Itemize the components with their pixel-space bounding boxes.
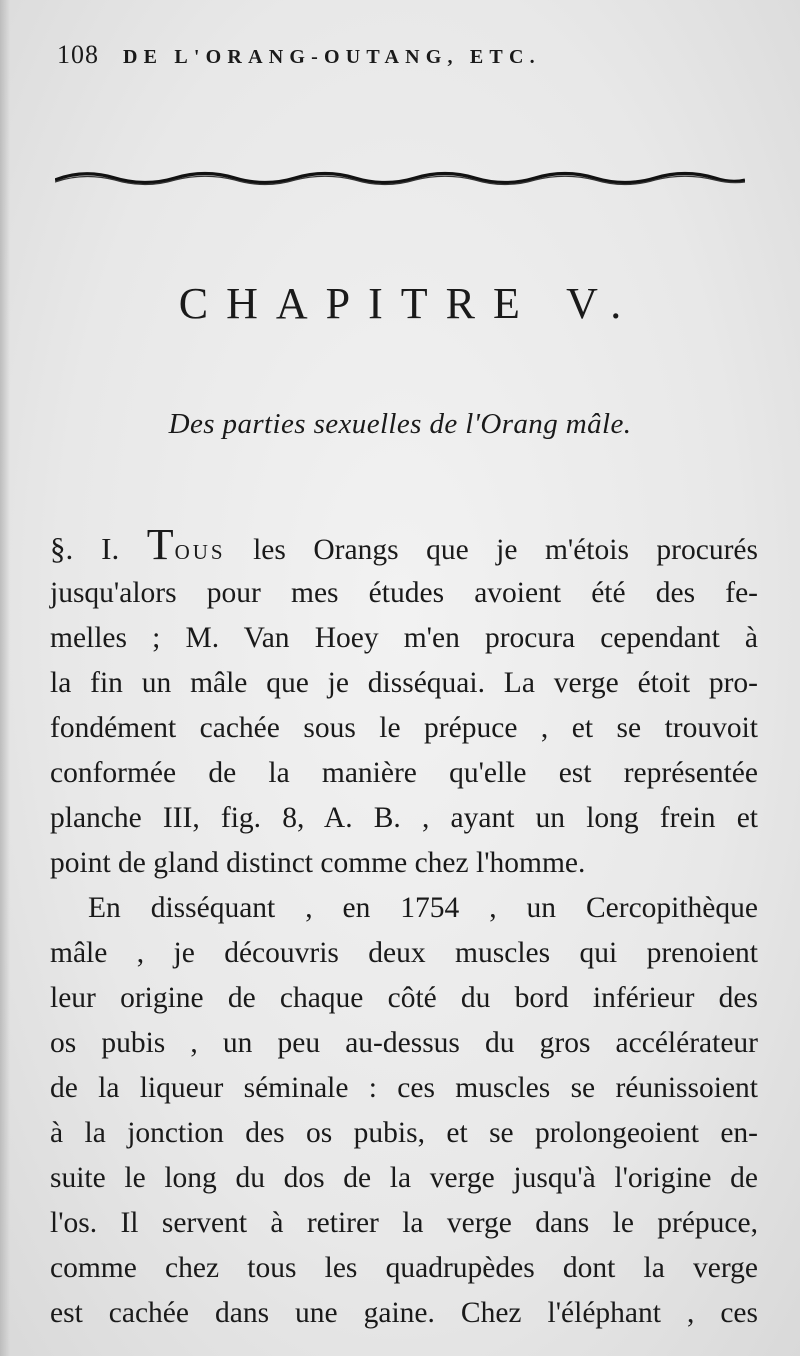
paragraph-1	[50, 520, 758, 886]
page-number: 108	[57, 40, 99, 69]
text-line: melles ; M. Van Hoey m'en procura cependant à	[50, 622, 758, 654]
line-text: les Orangs que je m'étois procurés	[253, 534, 758, 566]
text-line: à la jonction des os pubis, et se prolongeoient en-	[50, 1117, 758, 1149]
text-line: suite le long du dos de la verge jusqu'à l'origine de	[50, 1162, 758, 1194]
text-line	[50, 520, 758, 571]
text-line: de la liqueur séminale : ces muscles se réunissoient	[50, 1072, 758, 1104]
running-title: DE L'ORANG-OUTANG, ETC.	[123, 46, 541, 68]
text-line: En disséquant , en 1754 , un Cercopithèque	[88, 892, 758, 924]
text-line: point de gland distinct comme chez l'homme.	[50, 847, 586, 879]
smallcaps-word: ous	[174, 534, 226, 566]
chapter-subtitle: Des parties sexuelles de l'Orang mâle.	[168, 408, 632, 440]
text-line: est cachée dans une gaine. Chez l'éléphant , ces	[50, 1297, 758, 1329]
text-line: planche III, fig. 8, A. B. , ayant un long frein et	[50, 802, 758, 834]
chapter-title: CHAPITRE V.	[178, 279, 640, 328]
text-line: os pubis , un peu au-dessus du gros accélérateur	[50, 1027, 758, 1059]
running-head	[57, 40, 677, 84]
paragraph-2	[50, 886, 758, 1336]
text-line: la fin un mâle que je disséquai. La verge étoit pro-	[50, 667, 758, 699]
wavy-rule-ornament	[55, 168, 745, 190]
text-line: mâle , je découvris deux muscles qui prenoient	[50, 937, 758, 969]
text-line: conformée de la manière qu'elle est représentée	[50, 757, 758, 789]
text-line: jusqu'alors pour mes études avoient été des fe-	[50, 577, 758, 609]
section-mark: §. I.	[50, 531, 120, 566]
text-line: comme chez tous les quadrupèdes dont la verge	[50, 1252, 758, 1284]
text-line: leur origine de chaque côté du bord inférieur des	[50, 982, 758, 1014]
text-line: l'os. Il servent à retirer la verge dans le prépuce,	[50, 1207, 758, 1239]
page-gutter-shadow	[0, 0, 10, 1356]
text-line: fondément cachée sous le prépuce , et se trouvoit	[50, 712, 758, 744]
drop-capital: T	[146, 520, 175, 569]
body-text	[50, 520, 758, 1336]
